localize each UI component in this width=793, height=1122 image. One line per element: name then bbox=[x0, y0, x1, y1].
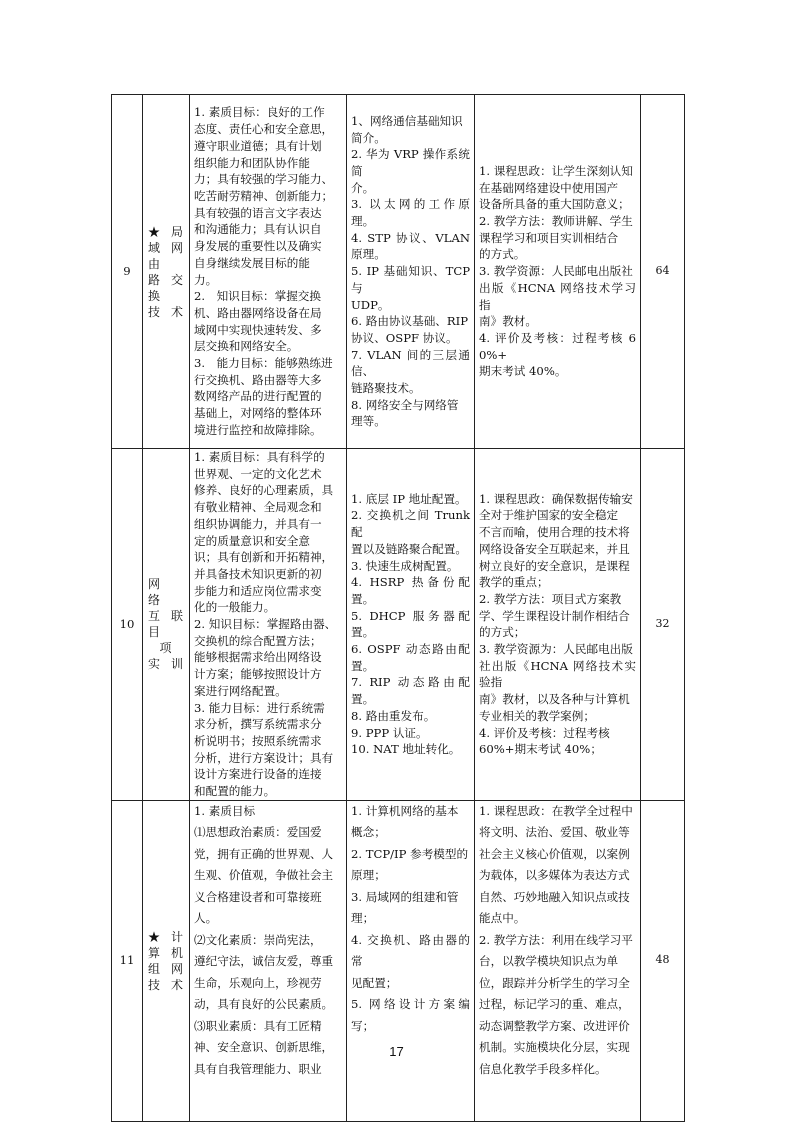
course-content: 1、网络通信基础知识 简介。 2. 华为 VRP 操作系统简 介。 3. 以太网的工作原理。 4. STP 协议、VLAN 原理。 5. IP 基础知识、TCP 与 UDP。 6. 路由协议基础、RIP 协议、OSPF 协议。 7. VLAN 间的三层通信、 链路聚技术。 8. 网络安全与网络管 理等。 bbox=[347, 95, 475, 449]
teaching-requirements: 1. 课程思政：确保数据传输安 全对于维护国家的安全稳定 不言而喻，使用合理的技术将 网络设备安全互联起来，并且 树立良好的安全意识，是课程 教学的重点； 2. 教学方法：项目式方案教 学、学生课程设计制作相结合 的方式； 3. 教学资源为：人民邮电出版 社出版《HCNA 网络技术实验指 南》教材，以及各种与计算机 专业相关的教学案例； 4. 评价及考核：过程考核 60%+期末考试 40%； bbox=[475, 449, 641, 801]
course-name: ★ 计 算 机 组 网 技术 bbox=[143, 800, 190, 1121]
course-content: 1. 计算机网络的基本 概念； 2. TCP/IP 参考模型的 原理； 3. 局域网的组建和管 理； 4. 交换机、路由器的常 见配置； 5. 网络设计方案编写； bbox=[347, 800, 475, 1121]
class-hours: 64 bbox=[641, 95, 685, 449]
class-hours: 48 bbox=[641, 800, 685, 1121]
table-row bbox=[112, 800, 685, 1121]
course-name: ★ 局 域 网 由 路 交 换 技术 bbox=[143, 95, 190, 449]
course-content: 1. 底层 IP 地址配置。 2. 交换机之间 Trunk 配 置以及链路聚合配置。 3. 快速生成树配置。 4. HSRP 热备份配置。 5. DHCP 服务器配置。 6. OSPF 动态路由配置。 7. RIP 动态路由配置。 8. 路由重发布。 9. PPP 认证。 10. NAT 地址转化。 bbox=[347, 449, 475, 801]
teaching-requirements: 1. 课程思政：让学生深刻认知 在基础网络建设中使用国产 设备所具备的重大国防意义； 2. 教学方法：教师讲解、学生 课程学习和项目实训相结合 的方式。 3. 教学资源：人民邮电出版社 出版《HCNA 网络技术学习指 南》教材。 4. 评价及考核：过程考核 60%+ 期末考试 40%。 bbox=[475, 95, 641, 449]
row-number: 11 bbox=[112, 800, 143, 1121]
row-number: 9 bbox=[112, 95, 143, 449]
page-number: 17 bbox=[389, 1044, 404, 1059]
table-row bbox=[112, 449, 685, 801]
course-table bbox=[111, 94, 685, 1122]
teaching-requirements: 1. 课程思政：在教学全过程中 将文明、法治、爱国、敬业等 社会主义核心价值观，以案例 为载体，以多媒体为表达方式 自然、巧妙地融入知识点或技 能点中。 2. 教学方法：利用在线学习平 台，以教学模块知识点为单 位，跟踪并分析学生的学习全 过程，标记学习的重、难点， 动态调整教学方案、改进评价 机制。实施模块化分层，实现 信息化教学手段多样化。 bbox=[475, 800, 641, 1121]
course-objectives: 1. 素质目标 ⑴思想政治素质：爱国爱 党，拥有正确的世界观、人 生观、价值观，争做社会主 义合格建设者和可靠接班 人。 ⑵文化素质：崇尚宪法， 遵纪守法，诚信友爱，尊重 生命，乐观向上，珍视劳 动，具有良好的公民素质。 ⑶职业素质：具有工匠精 神、安全意识、创新思维， 具有自我管理能力、职业 bbox=[190, 800, 347, 1121]
course-objectives: 1. 素质目标：具有科学的 世界观、一定的文化艺术 修养、良好的心理素质，具 有敬业精神、全局观念和 组织协调能力，并具有一 定的质量意识和安全意 识；具有创新和开拓精神， 并具备技术知识更新的初 步能力和适应岗位需求变 化的一般能力。 2. 知识目标：掌握路由器、 交换机的综合配置方法； 能够根据需求给出网络设 计方案；能够按照设计方 案进行网络配置。 3. 能力目标：进行系统需 求分析，撰写系统需求分 析说明书；按照系统需求 分析，进行方案设计；具有 设计方案进行设备的连接 和配置的能力。 bbox=[190, 449, 347, 801]
course-name: 网 络 互 联 目 项 实训 bbox=[143, 449, 190, 801]
class-hours: 32 bbox=[641, 449, 685, 801]
table-row bbox=[112, 95, 685, 449]
row-number: 10 bbox=[112, 449, 143, 801]
course-objectives: 1. 素质目标：良好的工作 态度、责任心和安全意思， 遵守职业道德；具有计划 组织能力和团队协作能 力；具有较强的学习能力、 吃苦耐劳精神、创新能力； 具有较强的语言文字表达 和沟通能力；具有认识自 身发展的重要性以及确实 自身继续发展目标的能 力。 2. 知识目标：掌握交换 机、路由器网络设备在局 域网中实现快速转发、多 层交换和网络安全。 3. 能力目标：能够熟练进 行交换机、路由器等大多 数网络产品的进行配置的 基础上，对网络的整体环 境进行监控和故障排除。 bbox=[190, 95, 347, 449]
